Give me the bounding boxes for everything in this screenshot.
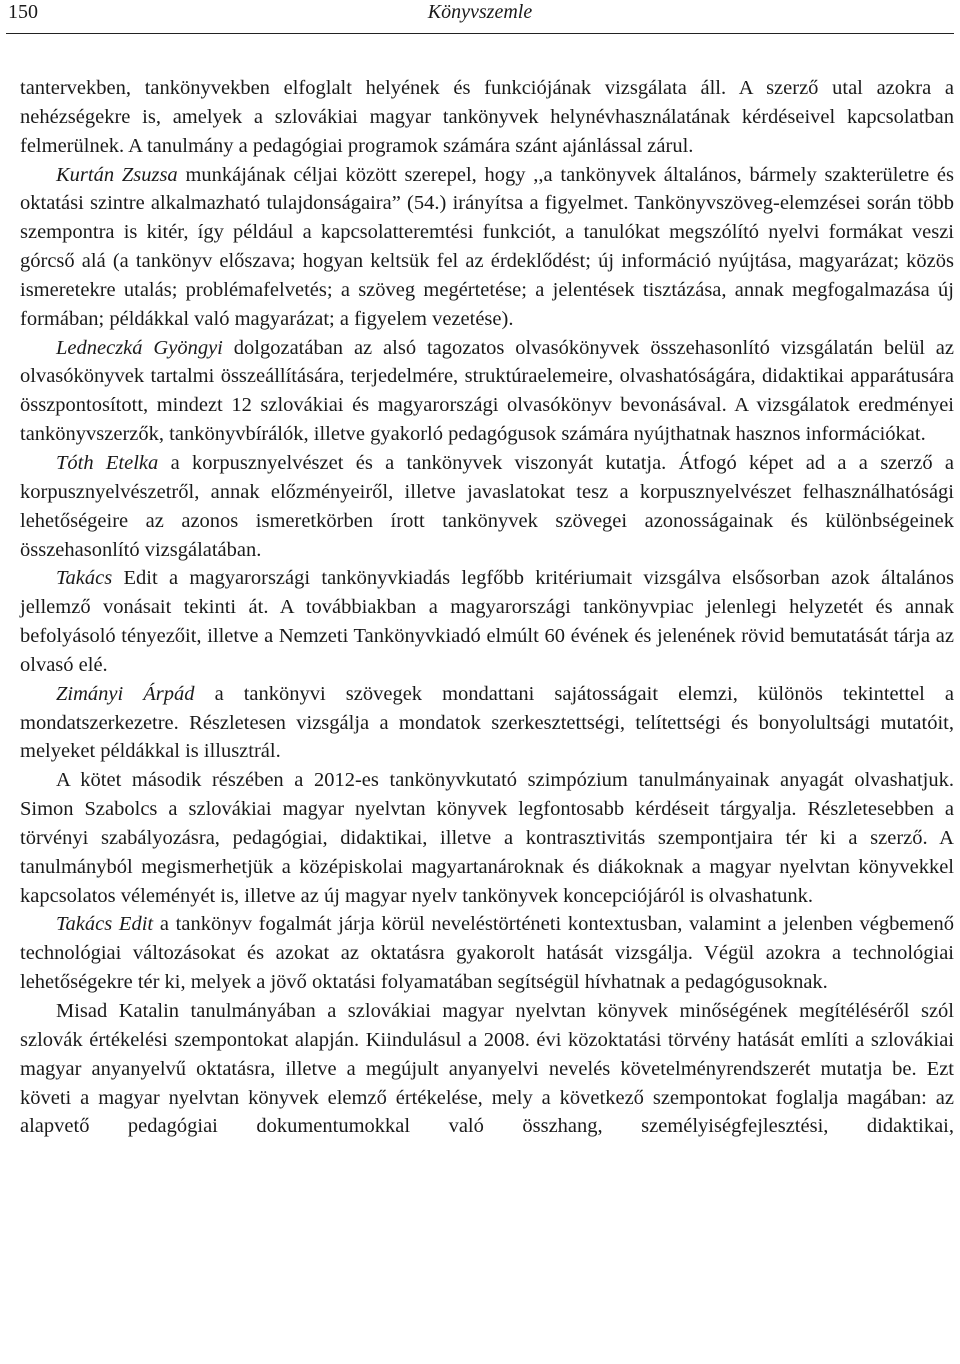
- paragraph: [20, 997, 954, 1141]
- paragraph-text: a tankönyvi szövegek mondattani sajátosságait elemzi, különös tekintettel a mondatszerkezetre. Részletesen vizsgálja a mondatok szerkesztettségi, telítettségi és bonyolultsági mutatóit, melyeket példákkal is illusztrál.: [20, 682, 954, 763]
- author-name: Misad Katalin: [56, 1000, 180, 1022]
- author-name: Takács Edit: [56, 913, 154, 936]
- paragraph-text: munkájának céljai között szerepel, hogy ,,a tankönyvek általános, bármely szakterületre és oktatási szintre alkalmazható tulajdonságaira” (54.) irányítsa a figyelmet. Tankönyvszöveg-elemzései során több szempontra is kitér, így például a kapcsolatteremtési funkciót, a tanulókat megszólító nyelvi formákat veszi górcső alá (a tankönyv előszava; hogyan keltsük fel az érdeklődést; új információ nyújtása, magyarázat; közös ismeretekre utalás; problémafelvetés; a szöveg megértetése; a jelentések tisztázása, annak megfogalmazása új formában; példákkal való magyarázat; a figyelem vezetése).: [20, 163, 954, 330]
- author-name: Ledneczká Gyöngyi: [56, 336, 223, 359]
- paragraph-text: Edit a magyarországi tankönyvkiadás legfőbb kritériumait vizsgálva elsősorban azok általános jellemző vonásait tekinti át. A továbbiakban a magyarországi tankönyvpiac jelenlegi helyzetét és annak befolyásoló tényezőit, illetve a Nemzeti Tankönyvkiadó elmúlt 60 évének és jelenének rövid bemutatását tárja az olvasó elé.: [20, 567, 954, 676]
- author-name: Tóth Etelka: [56, 451, 159, 474]
- paragraph-text: dolgozatában az alsó tagozatos olvasókönyvek összehasonlító vizsgálatán belül az olvasókönyvek tartalmi összeállítására, terjedelmére, struktúraelemeire, olvashatóságára, didaktikai apparátusára összpontosított, mindezt 12 szlovákiai és magyarországi olvasókönyv bevonásával. A vizsgálatok eredményei tankönyvszerzők, tankönyvbírálók, illetve gyakorló pedagógusok számára nyújthatnak hasznos információkat.: [20, 336, 954, 446]
- paragraph: [20, 766, 954, 910]
- paragraph: [20, 564, 954, 679]
- paragraph-text: a tankönyv fogalmát járja körül neveléstörténeti kontextusban, valamint a jelenben végbemenő technológiai változásokat és azokat az oktatásra gyakorolt hatását vizsgálja. Végül azokra a technológiai lehetőségekre tér ki, melyek a jövő oktatási folyamatában segítségül hívhatnak a pedagógusoknak.: [20, 913, 955, 994]
- paragraph-text: a korpusznyelvészet és a tankönyvek viszonyát kutatja. Átfogó képet ad a a szerző a korpusznyelvészetről, annak előzményeiről, illetve javaslatokat tesz a korpusznyelvészet felhasználhatósági lehetőségeire az azonos ismeretkörben írott tankönyvek szövegei azonosságainak és különbségeinek összehasonlító vizsgálatában.: [20, 451, 954, 561]
- paragraph: [20, 161, 954, 334]
- paragraph: [20, 449, 954, 564]
- body-text: [20, 74, 954, 1141]
- author-name: Zimányi Árpád: [56, 682, 195, 705]
- paragraph-text: A kötet második részében a 2012-es tankönyvkutató szimpózium tanulmányainak anyagát olvashatjuk. Simon Szabolcs a szlovákiai magyar nyelvtan könyvek legfontosabb kérdéseit tárgyalja. Részletesebben a törvényi szabályozásra, pedagógiai, didaktikai, illetve a kontrasztivitás szempontjaira tér ki a szerző. A tanulmányból megismerhetjük a középiskolai magyartanároknak és diákoknak a magyar nyelvtan könyvekkel kapcsolatos véleményét is, illetve az új magyar nyelv tankönyvek koncepciójáról is olvashatunk.: [20, 769, 954, 907]
- paragraph: [20, 680, 954, 767]
- page-header: [6, 0, 954, 34]
- author-name: Kurtán Zsuzsa: [56, 163, 178, 186]
- paragraph-text: tantervekben, tankönyvekben elfoglalt helyének és funkciójának vizsgálata áll. A szerző utal azokra a nehézségekre is, amelyek a szlovákiai magyar tankönyvek helynévhasználatának kérdéseivel kapcsolatban felmerülnek. A tanulmány a pedagógiai programok számára szánt ajánlással zárul.: [20, 77, 954, 157]
- paragraph: [20, 910, 954, 997]
- running-title: Könyvszemle: [427, 1, 533, 23]
- paragraph-text: tanulmányában a szlovákiai magyar nyelvtan könyvek minőségének megítéléséről szól szlovák értékelési szempontokat alapján. Kiindulásul a 2008. évi közoktatási törvény hatását említi a szlovákiai magyar anyanyelvű oktatásra, illetve a megújult anyanyelvi nevelés követelményrendszerét mutatja be. Ezt követi a magyar nyelvtan könyvek elemző értékelése, mely a következő szempontokat foglalja magában: az alapvető pedagógiai dokumentumokkal való összhang, személyiségfejlesztési, didaktikai,: [20, 1000, 954, 1138]
- paragraph: [20, 334, 954, 449]
- author-name: Takács: [56, 567, 113, 590]
- page-number: 150: [8, 1, 38, 23]
- paragraph: [20, 74, 954, 161]
